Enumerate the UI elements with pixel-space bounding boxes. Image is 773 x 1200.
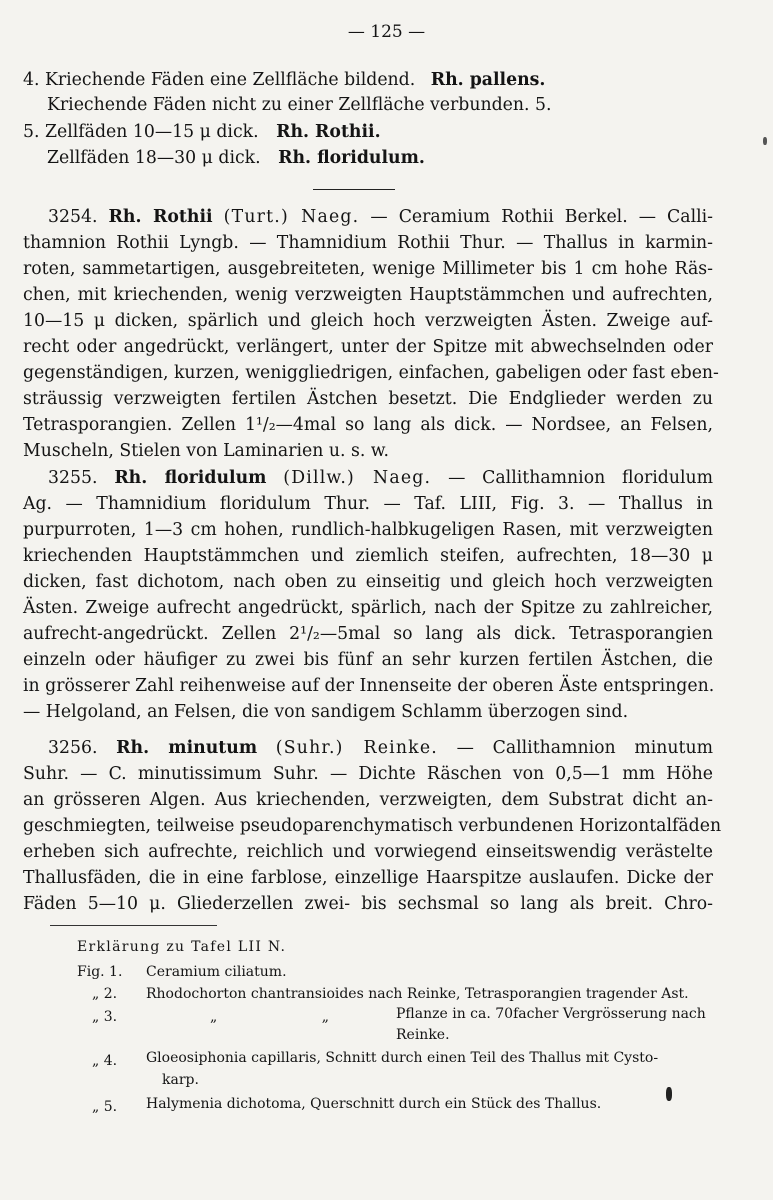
- entry-3254-line: recht oder angedrückt, verlängert, unter der Spitze mit abwechselnden oder: [23, 337, 713, 357]
- entry-3256-line: erheben sich aufrechte, reichlich und vorwiegend einseitswendig verästelte: [23, 842, 713, 862]
- entry-3256-author: (Suhr.) Reinke.: [275, 738, 438, 758]
- entry-3256-species: Rh. minutum: [116, 738, 258, 758]
- key-line-4-text: 4. Kriechende Fäden eine Zellfläche bildend.: [23, 70, 416, 90]
- footnote-text: Halymenia dichotoma, Querschnitt durch ein Stück des Thallus.: [146, 1096, 602, 1112]
- footnote-ditto-marks: „ „: [210, 1009, 329, 1025]
- entry-3254-line: roten, sammetartigen, ausgebreiteten, wenige Millimeter bis 1 cm hohe Räs-: [23, 259, 713, 279]
- footnote-text: karp.: [162, 1072, 199, 1088]
- section-divider: [313, 189, 395, 190]
- entry-3254-heading: [48, 206, 713, 228]
- key-line-4-alt: Kriechende Fäden nicht zu einer Zellfläche verbunden. 5.: [47, 95, 552, 115]
- entry-3256-line: Thallusfäden, die in eine farblose, einzellige Haarspitze auslaufen. Dicke der: [23, 868, 713, 888]
- entry-3255-number: 3255.: [48, 468, 98, 488]
- footnote-text: Gloeosiphonia capillaris, Schnitt durch einen Teil des Thallus mit Cysto-: [146, 1050, 659, 1066]
- entry-3255-author: (Dillw.) Naeg.: [283, 468, 432, 488]
- key-line-5-alt-species: Rh. floridulum.: [278, 148, 425, 168]
- entry-3256-line: an grösseren Algen. Aus kriechenden, verzweigten, dem Substrat dicht an-: [23, 790, 713, 810]
- footnote-label: „ 3.: [92, 1009, 118, 1025]
- entry-3256-synonyms: — Callithamnion minutum: [456, 738, 713, 758]
- footnote-label: „ 2.: [92, 986, 118, 1002]
- entry-3256-line: geschmiegten, teilweise pseudoparenchymatisch verbundenen Horizontalfäden: [23, 816, 722, 836]
- page-number: — 125 —: [347, 22, 426, 42]
- footnote-text: Ceramium ciliatum.: [146, 964, 287, 980]
- entry-3256-line: Fäden 5—10 μ. Gliederzellen zwei- bis sechsmal so lang als breit. Chro-: [23, 894, 713, 914]
- footnote-title: Erklärung zu Tafel LII N.: [77, 939, 287, 955]
- entry-3255-line: — Helgoland, an Felsen, die von sandigem Schlamm überzogen sind.: [23, 702, 629, 722]
- ink-spot: [763, 137, 767, 145]
- entry-3254-species: Rh. Rothii: [108, 207, 213, 227]
- entry-3256-line: Suhr. — C. minutissimum Suhr. — Dichte Räschen von 0,5—1 mm Höhe: [23, 764, 713, 784]
- entry-3255-line: einzeln oder häufiger zu zwei bis fünf an sehr kurzen fertilen Ästchen, die: [23, 650, 713, 670]
- entry-3255-line: aufrecht-angedrückt. Zellen 2¹/₂—5mal so lang als dick. Tetrasporangien: [23, 624, 713, 644]
- footnote-label: „ 4.: [92, 1053, 118, 1069]
- entry-3255-synonyms: — Callithamnion floridulum: [448, 468, 713, 488]
- footnote-rule: [50, 925, 217, 926]
- entry-3255-line: in grösserer Zahl reihenweise auf der Innenseite der oberen Äste entspringen.: [23, 676, 715, 696]
- entry-3256-number: 3256.: [48, 738, 98, 758]
- entry-3255-line: kriechenden Hauptstämmchen und ziemlich steifen, aufrechten, 18—30 μ: [23, 546, 713, 566]
- footnote-text: Reinke.: [396, 1027, 450, 1043]
- footnote-label: Fig. 1.: [77, 964, 123, 980]
- entry-3254-line: Tetrasporangien. Zellen 1¹/₂—4mal so lang als dick. — Nordsee, an Felsen,: [23, 415, 713, 435]
- entry-3255-line: purpurroten, 1—3 cm hohen, rundlich-halbkugeligen Rasen, mit verzweigten: [23, 520, 713, 540]
- footnote-text: Rhodochorton chantransioides nach Reinke, Tetrasporangien tragender Ast.: [146, 986, 689, 1002]
- entry-3254-line: 10—15 μ dicken, spärlich und gleich hoch verzweigten Ästen. Zweige auf-: [23, 311, 713, 331]
- key-line-5-alt: [47, 147, 425, 169]
- key-line-5-text: 5. Zellfäden 10—15 μ dick.: [23, 122, 259, 142]
- entry-3254-number: 3254.: [48, 207, 98, 227]
- entry-3254-author: (Turt.) Naeg.: [223, 207, 360, 227]
- entry-3255-line: Ag. — Thamnidium floridulum Thur. — Taf. LIII, Fig. 3. — Thallus in: [23, 494, 713, 514]
- entry-3256-heading: [48, 737, 713, 759]
- key-line-5: [23, 121, 381, 143]
- key-line-4: [23, 69, 545, 91]
- key-line-5-species: Rh. Rothii.: [276, 122, 381, 142]
- entry-3254-line: sträussig verzweigten fertilen Ästchen besetzt. Die Endglieder werden zu: [23, 389, 713, 409]
- entry-3255-species: Rh. floridulum: [114, 468, 267, 488]
- entry-3254-line: chen, mit kriechenden, wenig verzweigten Hauptstämmchen und aufrechten,: [23, 285, 713, 305]
- footnote-label: „ 5.: [92, 1099, 118, 1115]
- entry-3254-line: Muscheln, Stielen von Laminarien u. s. w.: [23, 441, 390, 461]
- entry-3255-heading: [48, 467, 713, 489]
- entry-3254-line: thamnion Rothii Lyngb. — Thamnidium Rothii Thur. — Thallus in karmin-: [23, 233, 713, 253]
- key-line-4-species: Rh. pallens.: [430, 70, 546, 90]
- key-line-5-alt-text: Zellfäden 18—30 μ dick.: [47, 148, 261, 168]
- entry-3255-line: dicken, fast dichotom, nach oben zu einseitig und gleich hoch verzweigten: [23, 572, 713, 592]
- footnote-text: Pflanze in ca. 70facher Vergrösserung nach: [396, 1006, 706, 1022]
- entry-3254-line: gegenständigen, kurzen, weniggliedrigen, einfachen, gabeligen oder fast eben-: [23, 363, 719, 383]
- entry-3255-line: Ästen. Zweige aufrecht angedrückt, spärlich, nach der Spitze zu zahlreicher,: [23, 598, 713, 618]
- entry-3254-synonyms: — Ceramium Rothii Berkel. — Calli-: [370, 207, 713, 227]
- ink-spot: [666, 1087, 672, 1101]
